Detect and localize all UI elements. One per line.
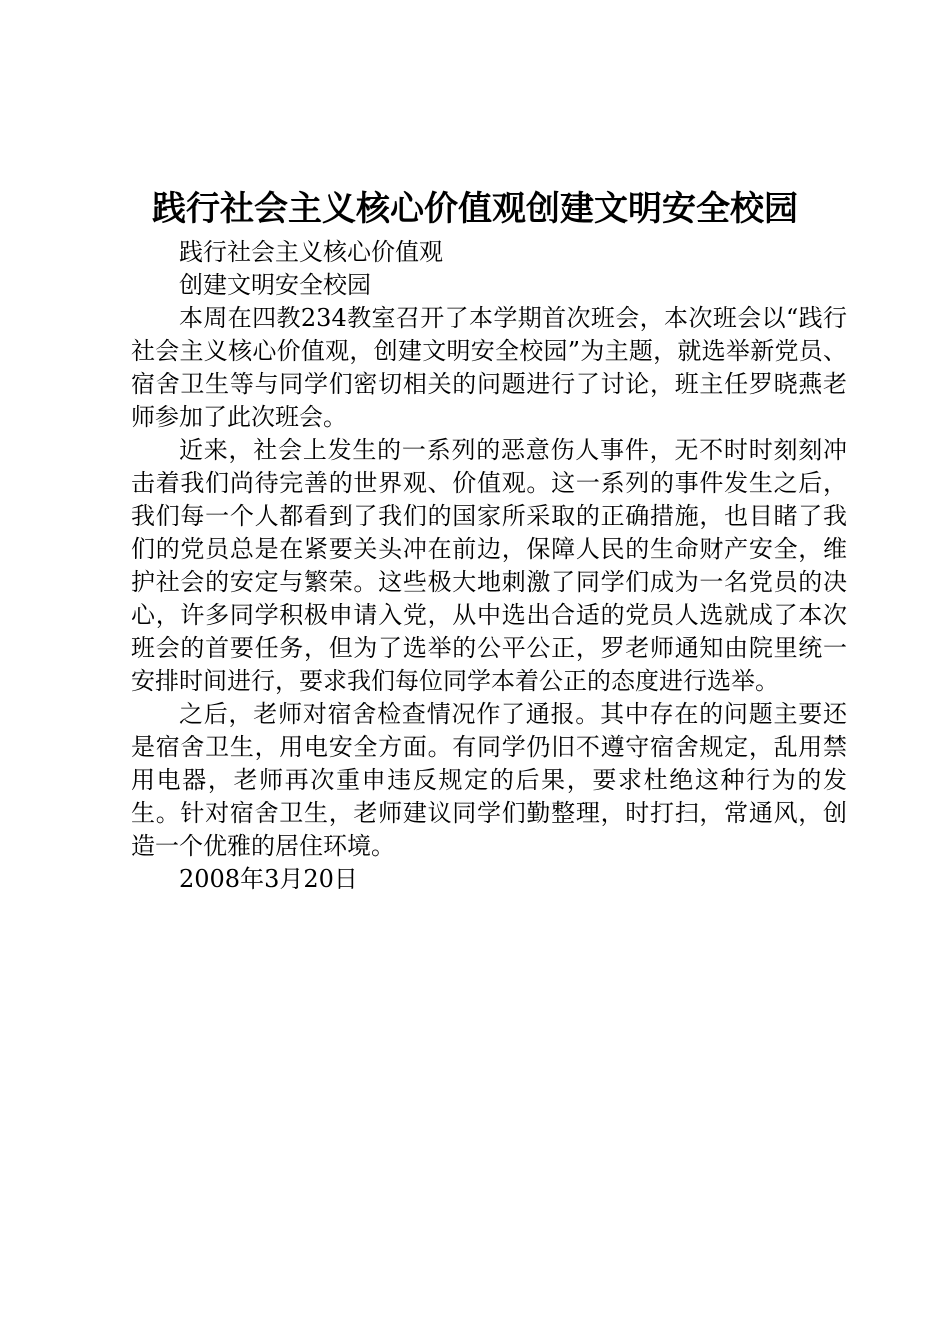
paragraph-events: 近来，社会上发生的一系列的恶意伤人事件，无不时时刻刻冲击着我们尚待完善的世界观、价值观。这一系列的事件发生之后，我们每一个人都看到了我们的国家所采取的正确措施，也目睹了我们的党员总是在紧要关头冲在前边，保障人民的生命财产安全，维护社会的安定与繁荣。这些极大地刺激了同学们成为一名党员的决心，许多同学积极申请入党，从中选出合适的党员人选就成了本次班会的首要任务，但为了选举的公平公正，罗老师通知由院里统一安排时间进行，要求我们每位同学本着公正的态度进行选举。: [131, 436, 847, 695]
paragraph-dormitory: 之后，老师对宿舍检查情况作了通报。其中存在的问题主要还是宿舍卫生，用电安全方面。有同学仍旧不遵守宿舍规定，乱用禁用电器，老师再次重申违反规定的后果，要求杜绝这种行为的发生。针对宿舍卫生，老师建议同学们勤整理，时打扫，常通风，创造一个优雅的居住环境。: [131, 700, 847, 860]
paragraph-meeting: 本周在四教234教室召开了本学期首次班会，本次班会以“践行社会主义核心价值观，创建文明安全校园”为主题，就选举新党员、宿舍卫生等与同学们密切相关的问题进行了讨论，班主任罗晓燕老师参加了此次班会。: [131, 304, 847, 431]
subtitle-line-1: 践行社会主义核心价值观: [179, 238, 443, 266]
document-body: [131, 236, 847, 896]
subtitle-line-2: 创建文明安全校园: [179, 271, 371, 299]
document-date: 2008年3月20日: [179, 865, 358, 893]
document-title: 践行社会主义核心价值观创建文明安全校园: [152, 189, 798, 229]
